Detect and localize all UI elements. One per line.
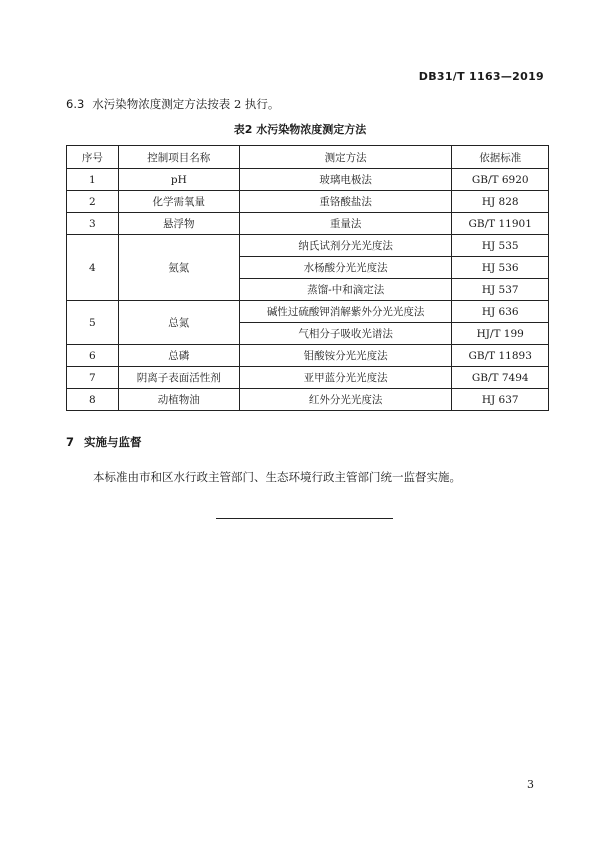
cell-method: 气相分子吸收光谱法 (239, 323, 452, 345)
table-row (67, 213, 549, 235)
cell-no: 6 (67, 345, 119, 367)
cell-method: 重铬酸盐法 (239, 191, 452, 213)
cell-method: 蒸馏-中和滴定法 (239, 279, 452, 301)
end-rule (216, 518, 393, 519)
cell-no: 7 (67, 367, 119, 389)
table-row (67, 367, 549, 389)
section-7-paragraph: 本标准由市和区水行政主管部门、生态环境行政主管部门统一监督实施。 (93, 470, 461, 484)
cell-no: 5 (67, 301, 119, 345)
cell-method: 亚甲蓝分光光度法 (239, 367, 452, 389)
cell-standard: HJ 535 (452, 235, 549, 257)
table-body (67, 169, 549, 411)
section-number: 7 (66, 435, 75, 449)
table-row (67, 389, 549, 411)
standard-code: DB31/T 1163—2019 (418, 70, 544, 83)
cell-method: 钼酸铵分光光度法 (239, 345, 452, 367)
table-row (67, 191, 549, 213)
cell-standard: HJ 537 (452, 279, 549, 301)
cell-standard: HJ 637 (452, 389, 549, 411)
table-header-row (67, 146, 549, 169)
cell-standard: GB/T 7494 (452, 367, 549, 389)
cell-no: 2 (67, 191, 119, 213)
cell-item: 化学需氧量 (118, 191, 239, 213)
cell-method: 碱性过硫酸钾消解紫外分光光度法 (239, 301, 452, 323)
cell-standard: GB/T 11893 (452, 345, 549, 367)
section-6-3 (66, 96, 279, 112)
table-row (67, 345, 549, 367)
table-title: 表2 水污染物浓度测定方法 (233, 123, 367, 136)
cell-no: 4 (67, 235, 119, 301)
methods-table (66, 145, 549, 411)
cell-method: 纳氏试剂分光光度法 (239, 235, 452, 257)
cell-method: 玻璃电极法 (239, 169, 452, 191)
table-row (67, 169, 549, 191)
cell-standard: GB/T 11901 (452, 213, 549, 235)
cell-method: 红外分光光度法 (239, 389, 452, 411)
cell-standard: HJ 636 (452, 301, 549, 323)
cell-standard: HJ/T 199 (452, 323, 549, 345)
table-row (67, 235, 549, 257)
section-text: 水污染物浓度测定方法按表 2 执行。 (92, 97, 280, 111)
cell-standard: GB/T 6920 (452, 169, 549, 191)
cell-item: 阴离子表面活性剂 (118, 367, 239, 389)
cell-item: 动植物油 (118, 389, 239, 411)
section-number: 6.3 (66, 97, 85, 111)
cell-item: 氨氮 (118, 235, 239, 301)
section-7-heading (66, 434, 142, 450)
cell-method: 重量法 (239, 213, 452, 235)
cell-no: 1 (67, 169, 119, 191)
cell-no: 8 (67, 389, 119, 411)
column-header-method: 测定方法 (239, 146, 452, 169)
column-header-standard: 依据标准 (452, 146, 549, 169)
cell-method: 水杨酸分光光度法 (239, 257, 452, 279)
cell-item: 总氮 (118, 301, 239, 345)
cell-standard: HJ 828 (452, 191, 549, 213)
cell-standard: HJ 536 (452, 257, 549, 279)
section-title: 实施与监督 (84, 435, 142, 449)
column-header-item: 控制项目名称 (118, 146, 239, 169)
page-number: 3 (527, 778, 534, 791)
cell-item: pH (118, 169, 239, 191)
cell-no: 3 (67, 213, 119, 235)
cell-item: 悬浮物 (118, 213, 239, 235)
cell-item: 总磷 (118, 345, 239, 367)
column-header-no: 序号 (67, 146, 119, 169)
table-row (67, 301, 549, 323)
